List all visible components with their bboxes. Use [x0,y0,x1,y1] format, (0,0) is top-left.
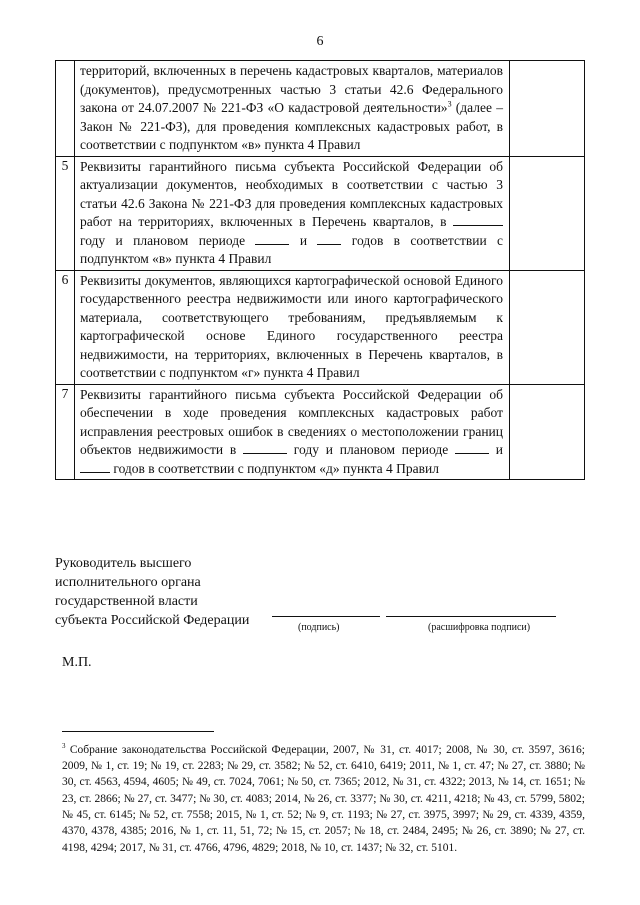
requisites-table [55,60,585,480]
year-blank [243,441,287,454]
footnote-ref: 3 [447,99,452,109]
row-text: территорий, включенных в перечень кадастровых кварталов, материалов (документов), предусмотренных частью 3 статьи 42.6 Федерального закона от 24.07.2007 № 221-ФЗ «О кадастровой деятельности»$^3$ (далее – Закон № 221-ФЗ), для проведения комплексных кадастровых работ, в соответствии с подпунктом «в» пункта 4 Правил [80,63,503,152]
row-number: 7 [56,384,75,480]
year-blank [317,232,341,245]
signature-block [55,554,249,630]
signatory-title-line: государственной власти [55,594,198,609]
row-text: Реквизиты гарантийного письма субъекта Российской Федерации об актуализации документов, необходимых в соответствии с частью 3 статьи 42.6 Закона № 221-ФЗ для проведения комплексных кадастровых работ на территориях, включенных в Перечень кварталов, в году и плановом периоде и годов в соответствии с подпунктом «в» пункта 4 Правил [80,158,504,266]
table-row [56,61,585,157]
row-text: Реквизиты документов, являющихся картографической основой Единого государственного реестра недвижимости или иного картографического материала, соответствующего требованиям, предъявляемым к картографической основе Единого государственного реестра недвижимости, на территориях, включенных в Перечень кварталов, в соответствии с подпунктом «г» пункта 4 Правил [80,272,503,380]
year-blank [455,441,489,454]
year-blank [255,232,289,245]
signature-caption: (подпись) [298,622,340,633]
signatory-title-line: Руководитель высшего [55,556,192,571]
table-row [56,384,585,480]
row-text: Реквизиты гарантийного письма субъекта Российской Федерации об обеспечении в ходе проведения комплексных кадастровых работ исправления реестровых ошибок в сведениях о местоположении границ объектов недвижимости в году и плановом периоде и годов в соответствии с подпунктом «д» пункта 4 Правил [80,386,503,476]
name-decode-caption: (расшифровка подписи) [428,622,531,633]
signatory-title-line: исполнительного органа [55,575,201,590]
stamp-place: М.П. [62,655,92,670]
value-cell [510,384,585,480]
signatory-title-line: субъекта Российской Федерации [55,613,250,628]
row-number [56,61,75,157]
row-number: 6 [56,270,75,384]
name-decode-line [386,616,556,617]
table-row [56,156,585,270]
footnote [62,738,585,856]
year-blank [80,460,110,473]
table-row [56,270,585,384]
value-cell [510,61,585,157]
year-blank [453,213,503,226]
footnote-text: Собрание законодательства Российской Федерации, 2007, № 31, ст. 4017; 2008, № 30, ст. 3597, 3616; 2009, № 1, ст. 19; № 19, ст. 2283; № 29, ст. 3582; № 52, ст. 6410, 6419; 2011, № 1, ст. 47; № 27, ст. 3880; № 30, ст. 4563, 4594, 4605; № 49, ст. 7024, 7061; № 50, ст. 7365; 2012, № 31, ст. 4322; 2013, № 14, ст. 1651; № 23, ст. 2866; № 27, ст. 3477; № 30, ст. 4083; 2014, № 26, ст. 3377; № 30, ст. 4211, 4218; № 43, ст. 5799, 5802; № 45, ст. 6145; № 52, ст. 7558; 2015, № 1, ст. 52; № 9, ст. 1193; № 27, ст. 3975, 3997; № 29, ст. 4339, 4359, 4370, 4378, 4385; 2016, № 1, ст. 11, 51, 72; № 15, ст. 2057; № 18, ст. 2484, 2495; № 26, ст. 3890; № 27, ст. 4198, 4294; 2017, № 31, ст. 4766, 4796, 4829; 2018, № 10, ст. 1437; № 32, ст. 5101. [62,743,585,854]
row-number: 5 [56,156,75,270]
page-number: 6 [316,34,324,49]
value-cell [510,156,585,270]
value-cell [510,270,585,384]
footnote-mark: 3 [62,742,66,750]
signature-line [272,616,380,617]
footnote-separator [62,731,214,732]
